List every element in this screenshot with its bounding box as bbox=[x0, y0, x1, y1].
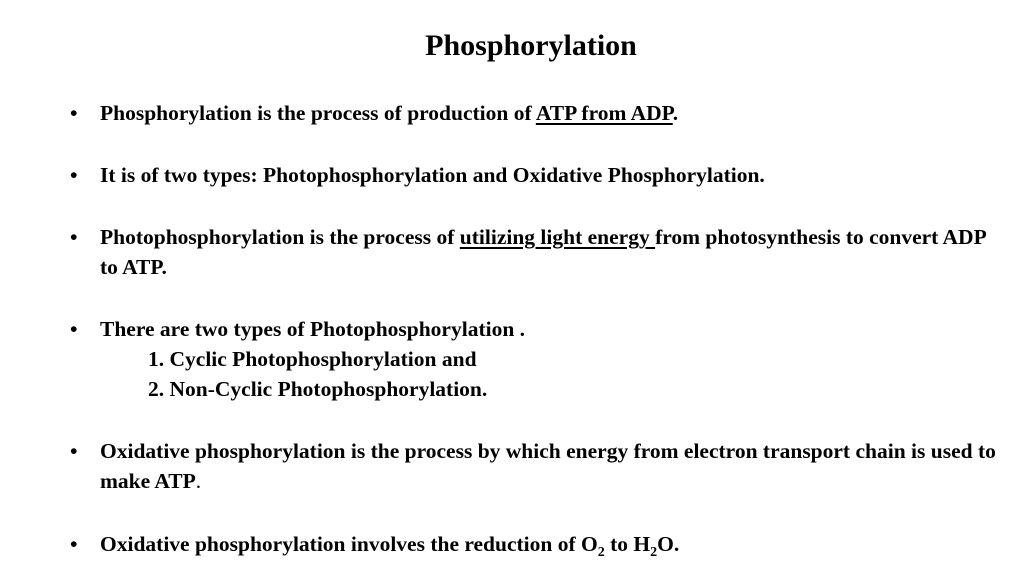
bullet-text: Photophosphorylation is the process of bbox=[100, 225, 460, 249]
list-item-non-cyclic: 2. Non-Cyclic Photophosphorylation. bbox=[148, 377, 488, 401]
bullet-dot: • bbox=[70, 101, 78, 125]
bullet-text: There are two types of Photophosphorylation . bbox=[100, 317, 526, 341]
bullet-text: . bbox=[672, 101, 679, 125]
bullet-photophosphorylation bbox=[70, 222, 1000, 282]
bullet-oxidative-phosphorylation bbox=[70, 436, 1000, 496]
bullet-text: Oxidative phosphorylation is the process by which energy from electron transport chain is used to make ATP bbox=[100, 439, 996, 493]
slide-title: Phosphorylation bbox=[425, 29, 637, 62]
bullet-dot: • bbox=[70, 317, 78, 341]
bullet-text: from photosynthesis to convert ADP to ATP. bbox=[100, 225, 986, 279]
bullet-dot: • bbox=[70, 225, 78, 249]
bullet-two-types bbox=[70, 160, 1000, 190]
bullet-dot: • bbox=[70, 163, 78, 187]
list-item-cyclic: 1. Cyclic Photophosphorylation and bbox=[148, 347, 477, 371]
underlined-text: utilizing light energy bbox=[459, 225, 656, 249]
subscript: 2 bbox=[650, 545, 658, 560]
underlined-text: ATP from ADP bbox=[535, 101, 673, 125]
bullet-text: . bbox=[195, 469, 202, 493]
bullet-text: Phosphorylation is the process of production of bbox=[100, 101, 536, 125]
bullet-dot: • bbox=[70, 439, 78, 463]
bullet-text: It is of two types: Photophosphorylation and Oxidative Phosphorylation. bbox=[100, 163, 765, 187]
bullet-atp-production bbox=[70, 98, 1000, 128]
bullet-photophosphorylation-types bbox=[70, 314, 1000, 404]
bullet-text: to H bbox=[604, 532, 651, 556]
bullet-text: O. bbox=[657, 532, 680, 556]
subscript: 2 bbox=[597, 545, 605, 560]
bullet-reduction bbox=[70, 529, 1000, 560]
bullet-dot: • bbox=[70, 532, 78, 556]
bullet-text: Oxidative phosphorylation involves the reduction of O bbox=[100, 532, 598, 556]
